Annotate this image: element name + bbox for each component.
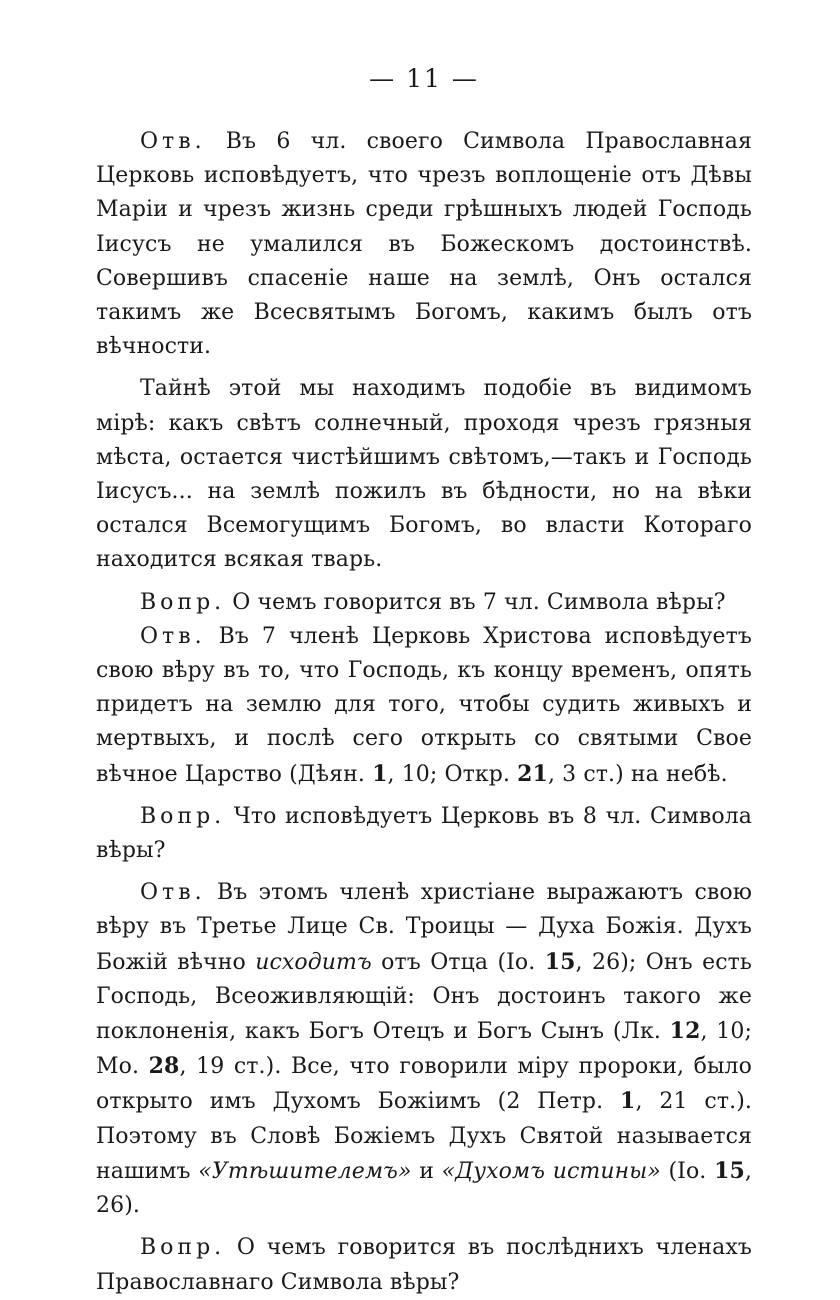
text-run: , 10; Откр.: [387, 761, 518, 787]
answer-paragraph-6: [96, 125, 752, 364]
answer-label: Отв.: [140, 623, 206, 649]
answer-paragraph-8: [96, 876, 752, 1223]
text-run: Что исповѣдуетъ Церковь въ 8 чл. Символа вѣры?: [96, 803, 752, 864]
italic-term: «Духомъ истины»: [441, 1158, 661, 1184]
question-paragraph-8: [96, 800, 752, 868]
text-run: , 19 ст.). Все, что говорили міру пророки, было открыто имъ Духомъ Божіимъ (2 Петр.: [96, 1054, 752, 1115]
question-paragraph-9: [96, 1231, 752, 1299]
italic-term: «Утѣшителемъ»: [198, 1158, 412, 1184]
text-run: Въ этомъ членѣ христіане выражаютъ свою вѣру въ Третье Лице Св. Троицы — Духа Божія. Духъ Божій вѣчно: [96, 880, 752, 975]
text-run: Въ 7 членѣ Церковь Христова исповѣдуетъ свою вѣру въ то, что Господь, къ концу временъ, опять придетъ на землю для того, чтобы судить живыхъ и мертвыхъ, и послѣ сего открыть со святыми Свое вѣчное Царство (Дѣян.: [96, 623, 752, 787]
text-run: и: [411, 1158, 442, 1184]
chapter-number: 21: [517, 760, 548, 787]
question-label: Вопр.: [140, 803, 226, 829]
chapter-number: 1: [620, 1088, 636, 1115]
text-run: , 21 ст.). Поэтому въ Словѣ Божіемъ Духъ Святой называется нашимъ: [96, 1089, 752, 1184]
page-number: — 11 —: [369, 64, 479, 93]
text-run: , 3 ст.) на небѣ.: [547, 761, 728, 787]
italic-term: исходитъ: [255, 949, 372, 975]
text-run: , 10; Мо.: [96, 1019, 752, 1080]
text-run: (Іо.: [660, 1158, 715, 1184]
question-paragraph-7: [96, 586, 752, 620]
chapter-number: 15: [544, 948, 576, 975]
text-run: , 26).: [96, 1158, 752, 1219]
text-run: О чемъ говорится въ послѣднихъ членахъ Православнаго Символа вѣры?: [96, 1235, 752, 1295]
text-run: Тайнѣ этой мы находимъ подобіе въ видимомъ мірѣ: какъ свѣтъ солнечный, проходя чрезъ грязныя мѣста, остается чистѣйшимъ свѣтомъ,—такъ и Господь Іисусъ... на землѣ пожилъ въ бѣдности, но на вѣки остался Всемогущимъ Богомъ, во власти Котораго находится всякая тварь.: [96, 376, 752, 573]
text-run: О чемъ говорится въ 7 чл. Символа вѣры?: [225, 589, 726, 615]
chapter-number: 1: [372, 760, 388, 787]
text-run: отъ Отца (Іо.: [371, 949, 545, 975]
chapter-number: 12: [669, 1018, 701, 1045]
question-label: Вопр.: [140, 1235, 226, 1261]
answer-paragraph-7: [96, 620, 752, 792]
answer-label: Отв.: [140, 129, 206, 154]
chapter-number: 15: [714, 1157, 745, 1184]
answer-label: Отв.: [140, 880, 206, 906]
analogy-paragraph: [96, 372, 752, 577]
chapter-number: 28: [148, 1053, 180, 1080]
text-run: Въ 6 чл. своего Символа Православная Церковь исповѣдуетъ, что чрезъ воплощеніе отъ Дѣвы Маріи и чрезъ жизнь среди грѣшныхъ людей Господь Іисусъ не умалился въ Божескомъ достоинствѣ. Совершивъ спасеніе наше на землѣ, Онъ остался такимъ же Всесвятымъ Богомъ, какимъ былъ отъ вѣчности.: [96, 129, 752, 360]
question-label: Вопр.: [140, 589, 226, 615]
text-run: , 26); Онъ есть Господь, Всеоживляющій: Онъ достоинъ такого же поклоненія, какъ Богъ Отецъ и Богъ Сынъ (Лк.: [96, 949, 752, 1045]
